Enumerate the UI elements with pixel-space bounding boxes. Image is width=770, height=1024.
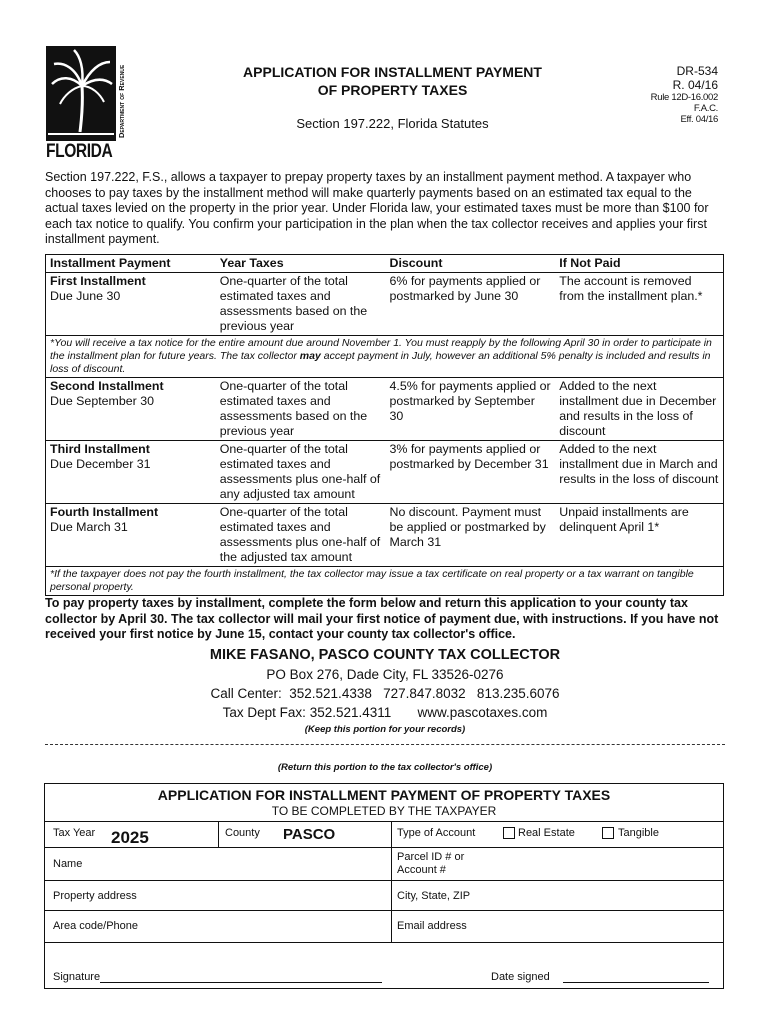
email-label: Email address xyxy=(397,920,467,932)
form-fac: F.A.C. xyxy=(693,103,718,114)
installment-table xyxy=(45,254,724,596)
tax-year-field[interactable]: 2025 xyxy=(111,828,149,847)
if-not-paid-cell: The account is removed from the installment plan.* xyxy=(559,274,703,303)
form-effective: Eff. 04/16 xyxy=(680,114,718,125)
form-number: DR-534 xyxy=(676,64,718,78)
county-field[interactable]: PASCO xyxy=(283,826,336,843)
discount-cell: 6% for payments applied or postmarked by June 30 xyxy=(389,274,541,303)
type-of-account-label: Type of Account xyxy=(397,827,476,839)
name-label: Name xyxy=(53,858,83,870)
property-address-label: Property address xyxy=(53,890,137,902)
collector-call-center: Call Center: 352.521.4338 727.847.8032 813.235.6076 xyxy=(210,686,560,701)
parcel-id-label: Parcel ID # or Account # xyxy=(397,851,465,876)
header-if-not-paid: If Not Paid xyxy=(559,256,621,270)
form-title-line2: OF PROPERTY TAXES xyxy=(317,82,468,98)
form-code-block xyxy=(630,64,718,125)
logo-department-text: Department of Revenue xyxy=(117,64,126,138)
name-field[interactable] xyxy=(105,850,385,878)
discount-cell: 4.5% for payments applied or postmarked by September 30 xyxy=(389,379,551,423)
application-form-subtitle: TO BE COMPLETED BY THE TAXPAYER xyxy=(271,804,497,818)
application-form xyxy=(44,783,724,989)
header-year-taxes: Year Taxes xyxy=(219,256,284,270)
return-portion-note: (Return this portion to the tax collector's office) xyxy=(277,762,493,773)
if-not-paid-cell: Added to the next installment due in March and results in the loss of discount xyxy=(559,442,719,486)
county-label: County xyxy=(225,827,260,839)
city-state-zip-label: City, State, ZIP xyxy=(397,890,471,902)
year-taxes-cell: One-quarter of the total estimated taxes and assessments plus one-half of the adjusted tax amount xyxy=(219,505,381,564)
form-divider xyxy=(45,821,723,822)
table-row xyxy=(46,273,723,335)
city-state-zip-field[interactable] xyxy=(485,883,715,908)
form-divider xyxy=(45,942,723,943)
statute-reference: Section 197.222, Florida Statutes xyxy=(296,116,489,131)
fourth-installment-note: *If the taxpayer does not pay the fourth installment, the tax collector may issue a tax certificate on real property or a tax warrant on tangible personal property. xyxy=(46,566,723,595)
collector-fax-web: Tax Dept Fax: 352.521.4311 www.pascotaxes.com xyxy=(222,705,548,720)
table-row xyxy=(46,503,723,566)
header-installment-payment: Installment Payment xyxy=(50,256,171,270)
florida-dor-logo xyxy=(46,46,128,161)
real-estate-checkbox[interactable] xyxy=(503,827,515,839)
form-title-line1: APPLICATION FOR INSTALLMENT PAYMENT xyxy=(243,64,542,80)
tear-line xyxy=(45,744,725,745)
discount-cell: No discount. Payment must be applied or postmarked by March 31 xyxy=(389,505,546,549)
signature-field[interactable] xyxy=(100,982,382,983)
year-taxes-cell: One-quarter of the total estimated taxes and assessments based on the previous year xyxy=(219,379,368,438)
tax-year-label: Tax Year xyxy=(53,827,96,839)
form-title xyxy=(190,63,595,99)
discount-cell: 3% for payments applied or postmarked by December 31 xyxy=(389,442,549,471)
date-signed-label: Date signed xyxy=(491,971,550,983)
installment-due: Due March 31 xyxy=(50,520,128,534)
if-not-paid-cell: Unpaid installments are delinquent April 1* xyxy=(559,505,689,534)
email-field[interactable] xyxy=(485,913,715,939)
form-column-divider xyxy=(218,821,219,847)
form-rule: Rule 12D-16.002 xyxy=(650,92,718,103)
keep-portion-note: (Keep this portion for your records) xyxy=(304,724,466,735)
payment-instructions: To pay property taxes by installment, complete the form below and return this application to your county tax collector by April 30. The tax collector will mail your first notice of payment due, with instructions. If you have not received your first notice by June 15, contact your county tax collector's office. xyxy=(45,596,719,641)
installment-due: Due September 30 xyxy=(50,394,155,408)
form-divider xyxy=(45,910,723,911)
phone-label: Area code/Phone xyxy=(53,920,139,932)
first-installment-note: *You will receive a tax notice for the entire amount due around November 1. You must reapply by the following April 30 in order to participate in the installment plan for future years. The tax collector may accept payment in July, however an additional 5% penalty is included and results in loss of discount. xyxy=(46,335,723,378)
form-divider xyxy=(45,880,723,881)
tax-collector-info xyxy=(45,646,725,722)
form-revision: R. 04/16 xyxy=(672,78,718,92)
installment-name: Third Installment xyxy=(50,442,150,456)
installment-name: First Installment xyxy=(50,274,146,288)
table-row xyxy=(46,440,723,503)
year-taxes-cell: One-quarter of the total estimated taxes and assessments based on the previous year xyxy=(219,274,368,333)
real-estate-label: Real Estate xyxy=(518,827,575,839)
property-address-field[interactable] xyxy=(145,883,385,908)
form-column-divider xyxy=(391,821,392,942)
year-taxes-cell: One-quarter of the total estimated taxes and assessments plus one-half of any adjusted tax amount xyxy=(219,442,381,501)
application-form-title: APPLICATION FOR INSTALLMENT PAYMENT OF PROPERTY TAXES xyxy=(157,787,611,803)
installment-name: Second Installment xyxy=(50,379,164,393)
if-not-paid-cell: Added to the next installment due in December and results in the loss of discount xyxy=(559,379,717,438)
tangible-checkbox[interactable] xyxy=(602,827,614,839)
collector-address: PO Box 276, Dade City, FL 33526-0276 xyxy=(266,667,504,682)
installment-name: Fourth Installment xyxy=(50,505,159,519)
intro-paragraph: Section 197.222, F.S., allows a taxpayer to prepay property taxes by an installment payment method. A taxpayer who chooses to pay taxes by the installment method will make quarterly payments based on an estimated tax equal to the actual taxes levied on the property in the prior year. Under Florida law, your estimated taxes must be more than $100 for each tax notice to qualify. You confirm your participation in the plan when the tax collector receives and applies your first installment payment. xyxy=(45,170,709,246)
header-discount: Discount xyxy=(389,256,443,270)
logo-state-text: FLORIDA xyxy=(46,141,113,162)
installment-due: Due December 31 xyxy=(50,457,151,471)
table-header-row xyxy=(46,255,723,273)
signature-label: Signature xyxy=(53,971,101,983)
date-signed-field[interactable] xyxy=(563,982,709,983)
tangible-label: Tangible xyxy=(618,827,659,839)
installment-due: Due June 30 xyxy=(50,289,121,303)
collector-name: MIKE FASANO, PASCO COUNTY TAX COLLECTOR xyxy=(209,647,561,663)
phone-field[interactable] xyxy=(145,913,385,939)
table-row xyxy=(46,378,723,440)
parcel-id-field[interactable] xyxy=(485,850,715,878)
